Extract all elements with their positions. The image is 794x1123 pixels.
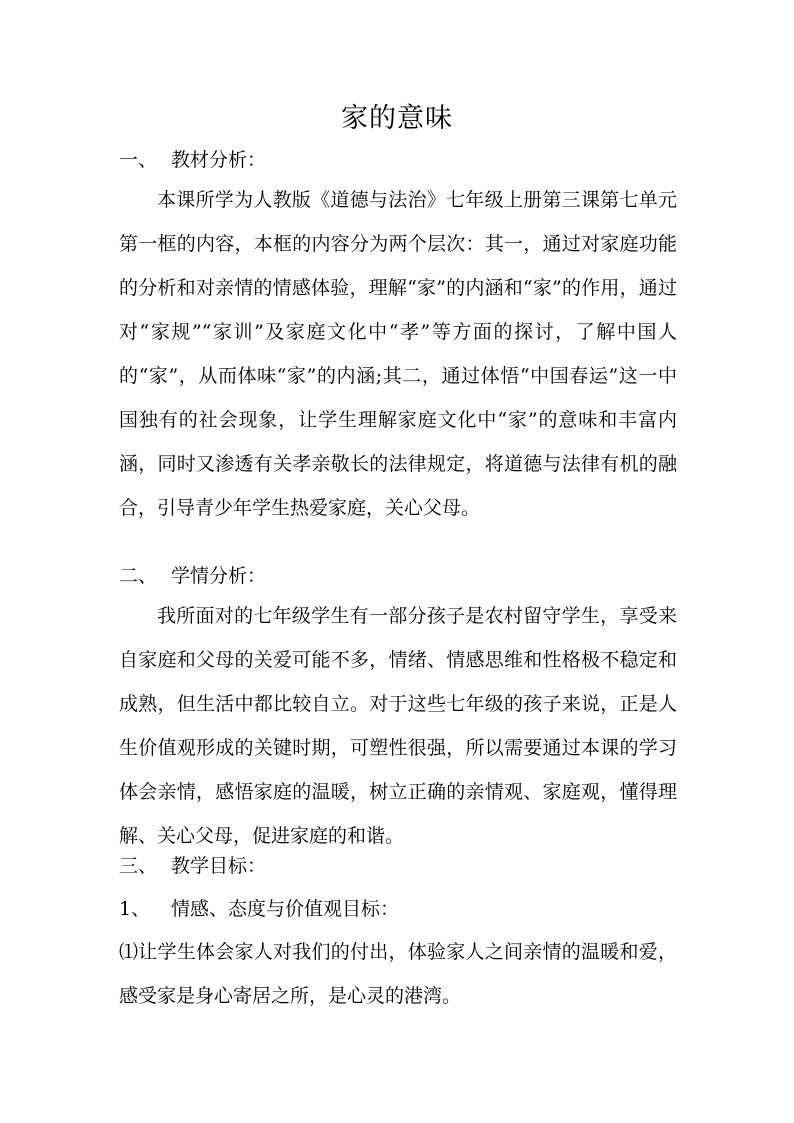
section-body-1: 本课所学为人教版《道德与法治》七年级上册第三课第七单元第一框的内容，本框的内容分为两个层次：其一，通过对家庭功能的分析和对亲情的情感体验，理解“家”的内涵和“家”的作用，通过对“家规”“家训”及家庭文化中“孝”等方面的探讨，了解中国人的“家”，从而体味“家”的内涵;其二，通过体悟“中国春运”这一中国独有的社会现象，让学生理解家庭文化中“家”的意味和丰富内涵，同时又渗透有关孝亲敬长的法律规定，将道德与法律有机的融合，引导青少年学生热爱家庭，关心父母。 bbox=[119, 189, 677, 519]
section-number-3: 三、 bbox=[119, 855, 158, 877]
objective-title-1: 情感、态度与价值观目标： bbox=[171, 898, 400, 920]
section-body-2: 我所面对的七年级学生有一部分孩子是农村留守学生，享受来自家庭和父母的关爱可能不多，情绪、情感思维和性格极不稳定和成熟，但生活中都比较自立。对于这些七年级的孩子来说，正是人生价值观形成的关键时期，可塑性很强，所以需要通过本课的学习体会亲情，感悟家庭的温暖，树立正确的亲情观、家庭观，懂得理解、关心父母，促进家庭的和谐。 bbox=[119, 605, 677, 847]
section-title-3: 教学目标： bbox=[171, 855, 267, 877]
objective-item-1: ⑴让学生体会家人对我们的付出，体验家人之间亲情的温暖和爱，感受家是身心寄居之所，是心灵的港湾。 bbox=[119, 941, 677, 1007]
section-number-2: 二、 bbox=[119, 565, 158, 587]
section-heading-2 bbox=[119, 563, 679, 589]
section-number-1: 一、 bbox=[119, 149, 158, 171]
section-title-1: 教材分析： bbox=[171, 149, 267, 171]
objective-heading-1 bbox=[119, 896, 679, 922]
objective-number-1: 1、 bbox=[119, 898, 151, 920]
section-heading-1 bbox=[119, 147, 679, 173]
section-title-2: 学情分析： bbox=[171, 565, 267, 587]
section-heading-3 bbox=[119, 853, 679, 879]
document-title: 家的意味 bbox=[341, 103, 453, 134]
